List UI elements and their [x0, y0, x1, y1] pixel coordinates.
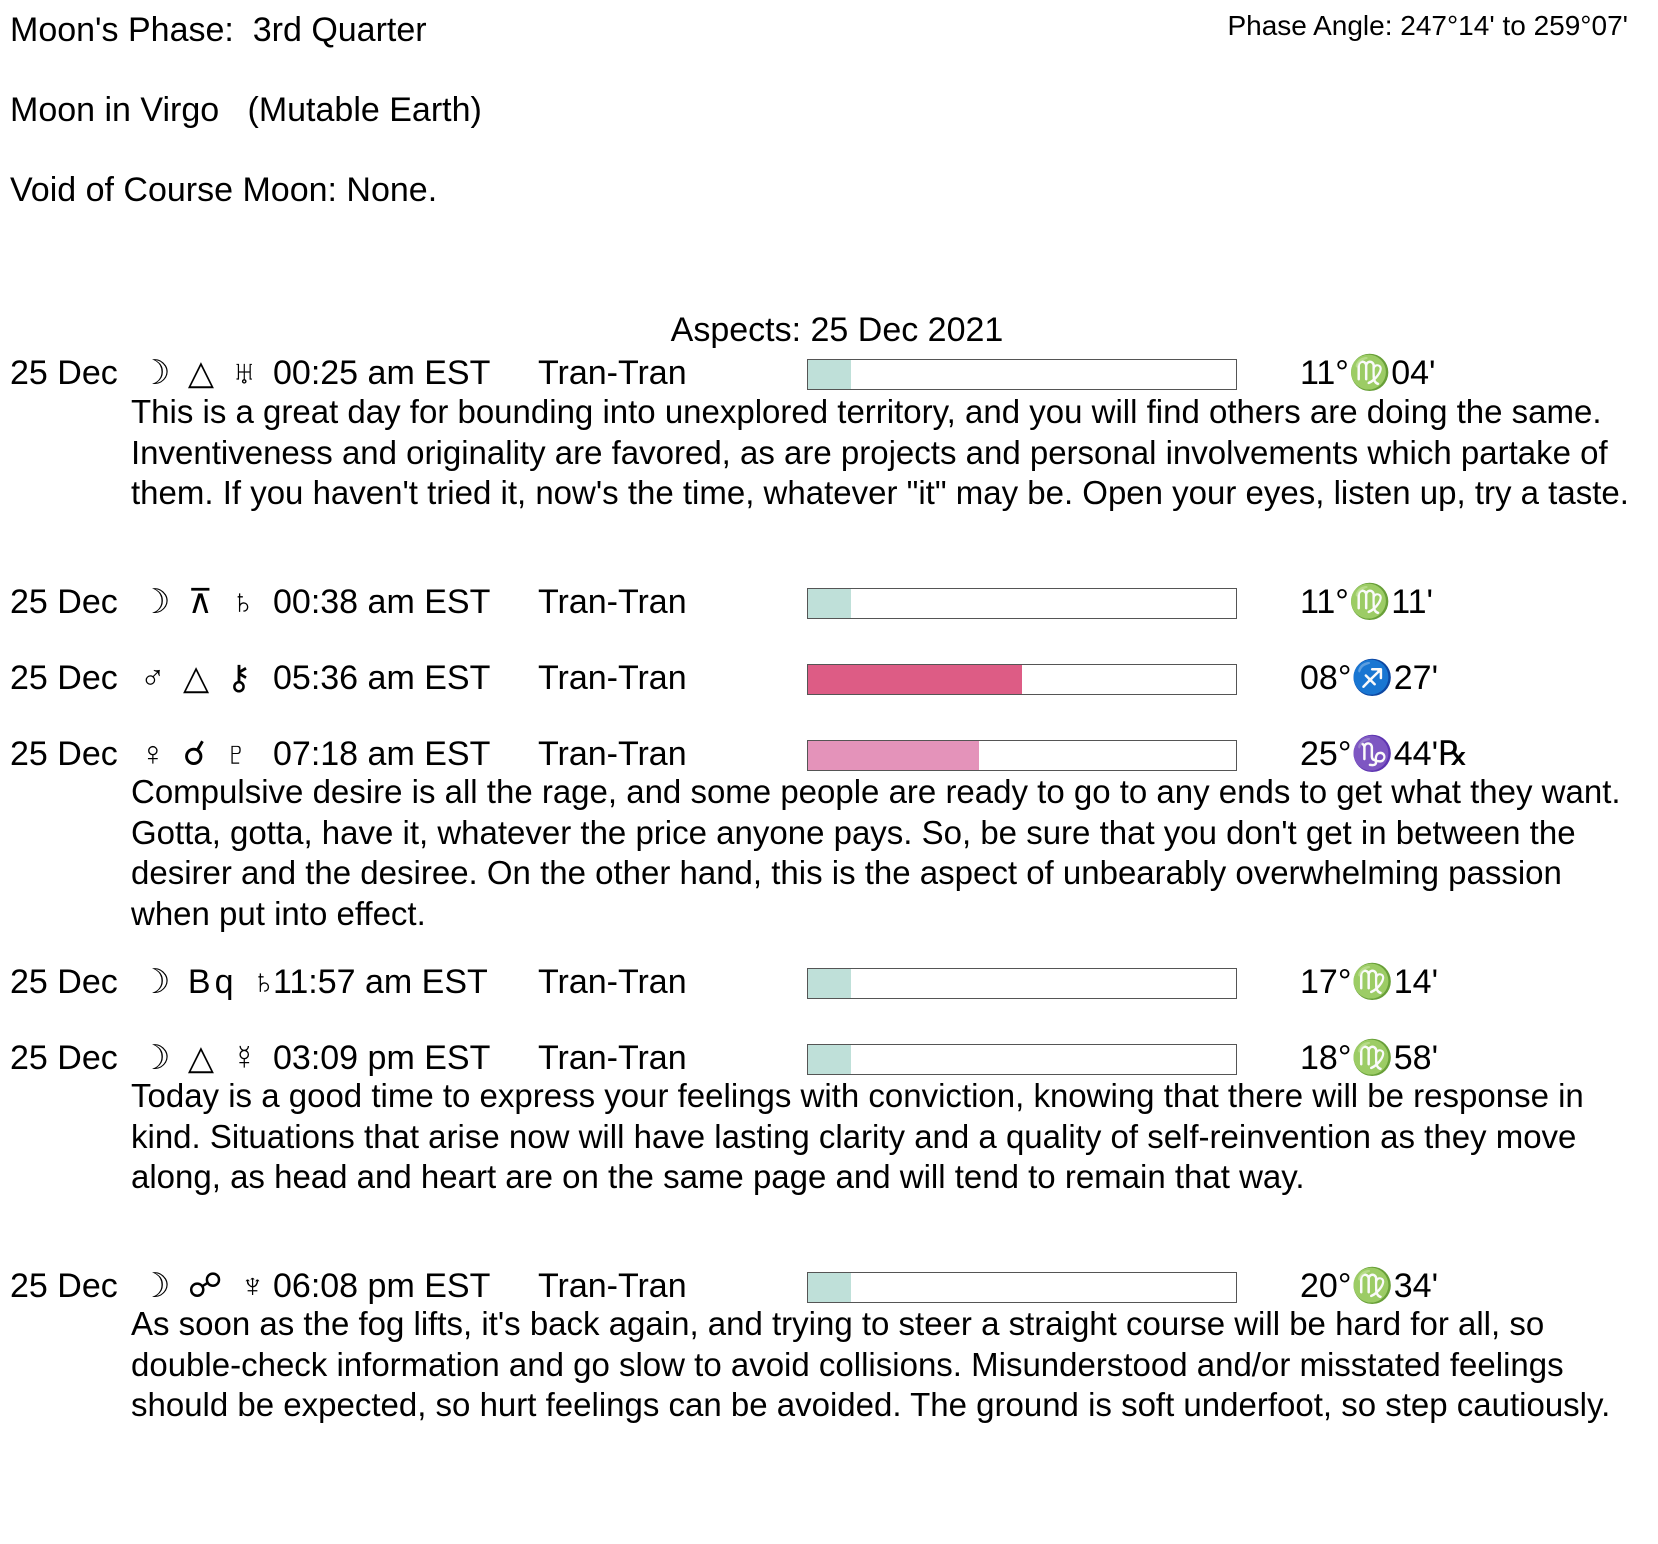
- aspect-kind: Tran-Tran: [538, 354, 687, 392]
- aspect-description: Compulsive desire is all the rage, and some people are ready to go to any ends to get what they want. Gotta, gotta, have it, whatever the price anyone pays. So, be sure that you don't get in between the desirer and the desiree. On the other hand, this is the aspect of unbearably overwhelming passion when put into effect.: [131, 773, 1621, 932]
- strength-bar-fill: [808, 360, 851, 389]
- aspect-kind: Tran-Tran: [538, 735, 687, 773]
- aspect-position: 20°♍34': [1300, 1267, 1439, 1305]
- aspect-kind: Tran-Tran: [538, 659, 687, 697]
- aspect-position: 17°♍14': [1300, 963, 1439, 1001]
- aspect-glyphs: ☽ △ ☿: [140, 1039, 262, 1077]
- aspect-position: 18°♍58': [1300, 1039, 1439, 1077]
- aspect-position: 11°♍11': [1300, 583, 1434, 621]
- aspect-glyphs: ♂ △ ⚷: [140, 659, 256, 697]
- strength-bar-fill: [808, 665, 1022, 694]
- aspect-date: 25 Dec: [10, 963, 118, 1001]
- aspect-time: 03:09 pm EST: [273, 1039, 491, 1077]
- moon-phase: Moon's Phase: 3rd Quarter: [10, 11, 427, 49]
- aspect-kind: Tran-Tran: [538, 1267, 687, 1305]
- aspect-row: [0, 1266, 1658, 1306]
- aspect-row: [0, 1038, 1658, 1078]
- aspect-date: 25 Dec: [10, 735, 118, 773]
- aspect-date: 25 Dec: [10, 659, 118, 697]
- strength-bar: [807, 968, 1237, 999]
- strength-bar-fill: [808, 969, 851, 998]
- aspect-kind: Tran-Tran: [538, 963, 687, 1001]
- aspect-glyphs: ♀ ☌ ♇: [140, 735, 253, 773]
- aspect-time: 05:36 am EST: [273, 659, 491, 697]
- aspect-description: Today is a good time to express your feelings with conviction, knowing that there will be response in kind. Situations that arise now will have lasting clarity and a quality of self-reinvention as they move along, as head and heart are on the same page and will tend to remain that way.: [131, 1077, 1584, 1195]
- strength-bar-fill: [808, 589, 851, 618]
- aspect-row: [0, 658, 1658, 698]
- void-of-course-moon: Void of Course Moon: None.: [10, 171, 438, 209]
- aspect-position: 08°♐27': [1300, 659, 1439, 697]
- phase-angle: Phase Angle: 247°14' to 259°07': [1227, 10, 1628, 41]
- strength-bar-fill: [808, 1045, 851, 1074]
- aspect-position: 25°♑44'℞: [1300, 735, 1469, 773]
- aspect-date: 25 Dec: [10, 583, 118, 621]
- strength-bar-fill: [808, 741, 979, 770]
- strength-bar: [807, 359, 1237, 390]
- aspect-description: As soon as the fog lifts, it's back again, and trying to steer a straight course will be hard for all, so double-check information and go slow to avoid collisions. Misunderstood and/or misstated feelings should be expected, so hurt feelings can be avoided. The ground is soft underfoot, so step cautiously.: [131, 1305, 1611, 1423]
- strength-bar: [807, 664, 1237, 695]
- aspect-position: 11°♍04': [1300, 354, 1436, 392]
- strength-bar: [807, 740, 1237, 771]
- aspect-time: 06:08 pm EST: [273, 1267, 491, 1305]
- aspect-row: [0, 582, 1658, 622]
- aspect-glyphs: ☽ ☍ ♆: [140, 1267, 270, 1305]
- aspect-time: 11:57 am EST: [273, 963, 488, 1001]
- moon-sign: Moon in Virgo (Mutable Earth): [10, 91, 482, 129]
- aspect-date: 25 Dec: [10, 1039, 118, 1077]
- aspect-description: This is a great day for bounding into unexplored territory, and you will find others are doing the same. Inventiveness and originality are favored, as are projects and personal involvements which partake of them. If you haven't tried it, now's the time, whatever "it" may be. Open your eyes, listen up, try a taste.: [131, 393, 1629, 511]
- aspects-title: Aspects: 25 Dec 2021: [670, 311, 1004, 349]
- strength-bar: [807, 1272, 1237, 1303]
- aspect-time: 00:38 am EST: [273, 583, 491, 621]
- aspect-kind: Tran-Tran: [538, 583, 687, 621]
- strength-bar: [807, 1044, 1237, 1075]
- aspect-row: [0, 353, 1658, 393]
- aspect-time: 07:18 am EST: [273, 735, 491, 773]
- aspect-date: 25 Dec: [10, 354, 118, 392]
- strength-bar: [807, 588, 1237, 619]
- strength-bar-fill: [808, 1273, 851, 1302]
- aspect-time: 00:25 am EST: [273, 354, 491, 392]
- aspect-kind: Tran-Tran: [538, 1039, 687, 1077]
- aspect-glyphs: ☽ ⊼ ♄: [140, 583, 260, 621]
- aspect-date: 25 Dec: [10, 1267, 118, 1305]
- aspect-glyphs: ☽ △ ♅: [140, 354, 262, 392]
- aspect-row: [0, 734, 1658, 774]
- aspect-glyphs: ☽ Bq ♄: [140, 963, 281, 1001]
- aspect-row: [0, 962, 1658, 1002]
